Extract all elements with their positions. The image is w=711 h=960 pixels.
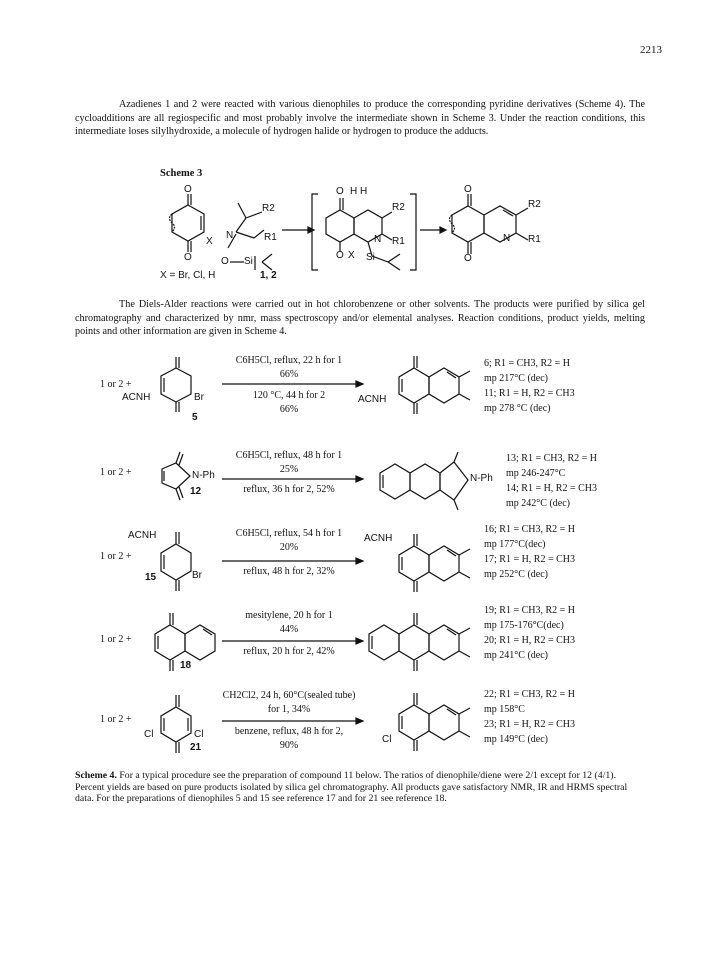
row4-product-line3: 20; R1 = H, R2 = CH3 (484, 635, 576, 646)
body-text: The Diels-Alder reactions were carried out in hot chlorobenzene or other solvents. The products were purified by silica gel chromatography and characterized by nmr, mass spectroscopy and/or elemental analyses. Reaction conditions, product yields, melting points and other information are given in Scheme 4. (75, 299, 645, 338)
row1-cond-top: C6H5Cl, reflux, 22 h for 1 (235, 355, 343, 366)
row1-dienophile-number: 5 (192, 412, 198, 423)
s3-int-h2: H (360, 186, 368, 197)
s3-int-o: O (336, 186, 344, 197)
s3-azadiene-label: 1, 2 (260, 270, 277, 281)
scheme3-product (450, 194, 529, 254)
row3-substituent-b: Br (192, 570, 202, 581)
row5-product-substituent: Cl (382, 734, 392, 745)
row5-product-ring (399, 693, 470, 751)
s3-int-h1: H (350, 186, 358, 197)
row3-product-line4: mp 252°C (dec) (484, 569, 548, 580)
s3-azadiene-r1: R1 (264, 232, 277, 243)
caption-text: For a typical procedure see the preparation of compound 11 below. The ratios of dienophile/diene were 2/1 except for 12 (4/1). Percent yields are based on pure products isolated by silica gel chromatography. All products gave satisfactory NMR, IR and HRMS spectral data. For the preparations of dienophiles 5 and 15 see reference 17 and for 21 see reference 18. (75, 770, 628, 804)
row3-product-line2: mp 177°C(dec) (484, 539, 546, 550)
s3-azadiene-n: N (226, 230, 234, 241)
body-paragraph (75, 298, 645, 339)
row3-cond-bottom: reflux, 48 h for 2, 32% (243, 566, 335, 577)
row1-yield-top: 66% (279, 369, 299, 380)
row4-product-ring (369, 613, 470, 671)
row2-product-line1: 13; R1 = CH3, R2 = H (506, 453, 598, 464)
row2-cond-bottom: reflux, 36 h for 2, 52% (243, 484, 335, 495)
row5-cond-top: CH2Cl2, 24 h, 60°C(sealed tube) (222, 690, 356, 701)
row1-yield-bottom: 66% (279, 404, 299, 415)
row2-yield-top: 25% (279, 464, 299, 475)
row5-product-line1: 22; R1 = CH3, R2 = H (484, 689, 576, 700)
s3-azadiene-si: Si (244, 256, 253, 267)
s3-quinone-o-top: O (184, 184, 192, 195)
row5-substituent-a: Cl (144, 729, 154, 740)
row1-product-line4: mp 278 °C (dec) (484, 403, 551, 414)
row1-product-line2: mp 217°C (dec) (484, 373, 548, 384)
row3-product-line3: 17; R1 = H, R2 = CH3 (484, 554, 576, 565)
row1-product-substituent: ACNH (358, 394, 387, 405)
s3-azadiene-o: O (221, 256, 229, 267)
row4-dienophile-number: 18 (180, 660, 192, 671)
row5-product-line2: mp 158°C (484, 704, 525, 715)
row5-yield-bottom: 90% (279, 740, 299, 751)
row4-yield-top: 44% (279, 624, 299, 635)
row2-product-line3: 14; R1 = H, R2 = CH3 (506, 483, 598, 494)
row1-cond-bottom: 120 °C, 44 h for 2 (252, 390, 326, 401)
row2-reactant-ring (162, 452, 190, 500)
row5-yield-top: for 1, 34% (267, 704, 311, 715)
row3-yield-top: 20% (279, 542, 299, 553)
s3-int-r2: R2 (392, 202, 405, 213)
row2-product-line2: mp 246-247°C (506, 468, 566, 479)
scheme4-caption (75, 770, 645, 805)
row3-dienophile-number: 15 (145, 572, 157, 583)
s3-int-si: Si (366, 252, 375, 263)
row4-cond-bottom: reflux, 20 h for 2, 42% (243, 646, 335, 657)
row1-substituent-b: Br (194, 392, 204, 403)
row5-reactant-prefix: 1 or 2 + (100, 714, 132, 725)
row5-product-line4: mp 149°C (dec) (484, 734, 548, 745)
row4-reactant-prefix: 1 or 2 + (100, 634, 132, 645)
row3-product-ring (399, 534, 470, 592)
row3-product-line1: 16; R1 = CH3, R2 = H (484, 524, 576, 535)
row3-cond-top: C6H5Cl, reflux, 54 h for 1 (235, 528, 343, 539)
row1-reactant-ring (161, 357, 191, 412)
row2-dienophile-number: 12 (190, 486, 202, 497)
row2-product-ring (380, 452, 468, 510)
row5-dienophile-number: 21 (190, 742, 202, 753)
row1-product-line3: 11; R1 = H, R2 = CH3 (484, 388, 575, 399)
row2-substituent-a: N-Ph (192, 470, 215, 481)
row3-reactant-ring (161, 532, 191, 591)
intro-text: Azadienes 1 and 2 were reacted with various dienophiles to produce the corresponding pyridine derivatives (Scheme 4). The cycloadditions are all regiospecific and most probably involve the intermediate shown in Scheme 3. Under the reaction conditions, this intermediate loses silylhydroxide, a molecule of hydrogen halide or hydrogen to produce the adducts. (75, 99, 645, 138)
row4-product-line4: mp 241°C (dec) (484, 650, 548, 661)
s3-int-n: N (374, 234, 382, 245)
s3-quinone-x: X (206, 236, 213, 247)
page-number: 2213 (640, 44, 662, 56)
s3-int-r1: R1 (392, 236, 405, 247)
s3-prod-n: N (503, 233, 511, 244)
row4-product-line2: mp 175-176°C(dec) (484, 620, 564, 631)
row2-product-substituent: N-Ph (470, 473, 493, 484)
scheme3-title: Scheme 3 (160, 168, 203, 179)
row2-cond-top: C6H5Cl, reflux, 48 h for 1 (235, 450, 343, 461)
row1-substituent-a: ACNH (122, 392, 151, 403)
s3-quinone-o-bottom: O (184, 252, 192, 263)
s3-x-definition: X = Br, Cl, H (160, 270, 216, 281)
row2-reactant-prefix: 1 or 2 + (100, 467, 132, 478)
row3-reactant-prefix: 1 or 2 + (100, 551, 132, 562)
row5-reactant-ring (161, 695, 191, 753)
s3-prod-o-top: O (464, 184, 472, 195)
caption-label: Scheme 4. (75, 770, 117, 781)
row3-product-substituent: ACNH (364, 533, 393, 544)
scheme3-quinone (170, 194, 205, 252)
row3-substituent-a: ACNH (128, 530, 157, 541)
s3-azadiene-r2: R2 (262, 203, 275, 214)
row1-product-line1: 6; R1 = CH3, R2 = H (484, 358, 571, 369)
row1-reactant-prefix: 1 or 2 + (100, 379, 132, 390)
s3-prod-r2: R2 (528, 199, 541, 210)
s3-int-x: X (348, 250, 355, 261)
s3-prod-o-bottom: O (464, 253, 472, 264)
row4-product-line1: 19; R1 = CH3, R2 = H (484, 605, 576, 616)
s3-int-o2: O (336, 250, 344, 261)
row2-product-line4: mp 242°C (dec) (506, 498, 570, 509)
row1-product-ring (399, 356, 470, 414)
row5-cond-bottom: benzene, reflux, 48 h for 2, (234, 726, 344, 737)
row5-product-line3: 23; R1 = H, R2 = CH3 (484, 719, 576, 730)
s3-prod-r1: R1 (528, 234, 541, 245)
row4-cond-top: mesitylene, 20 h for 1 (245, 610, 333, 621)
row5-substituent-b: Cl (194, 729, 204, 740)
